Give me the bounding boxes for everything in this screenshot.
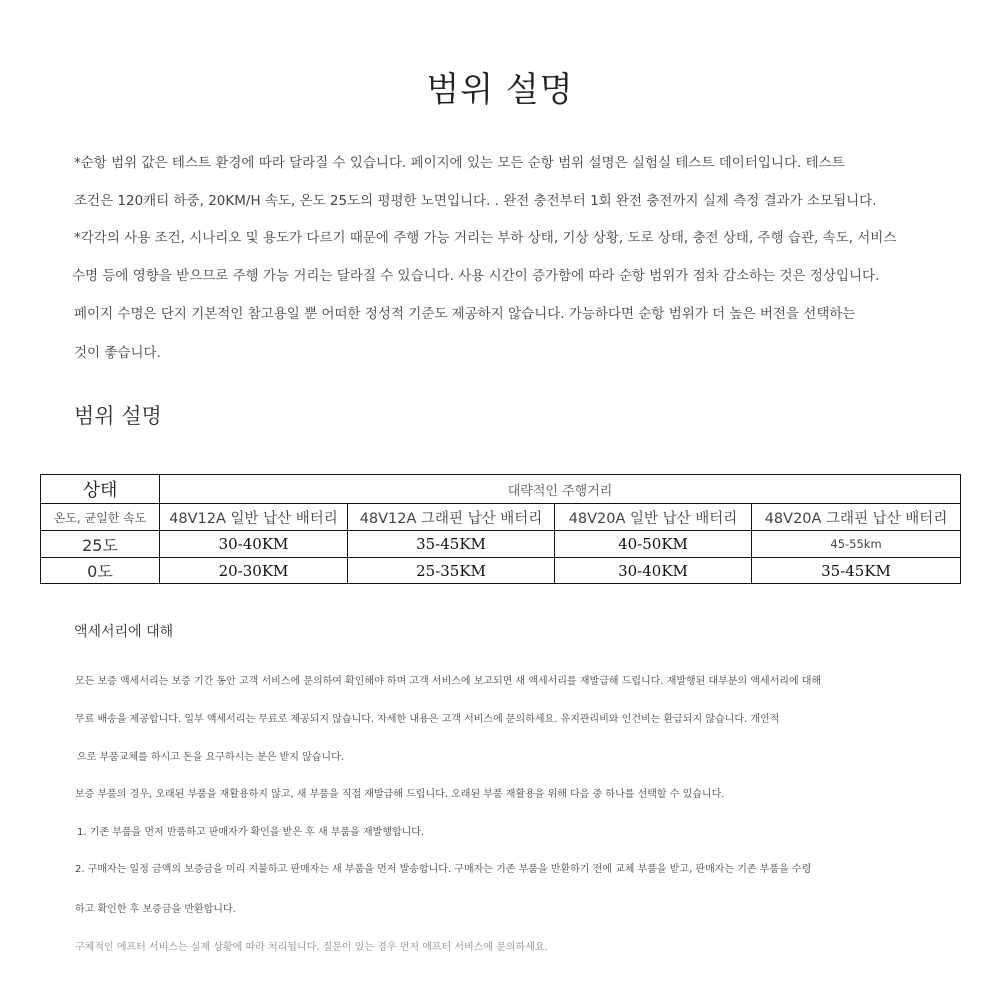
column-header: 48V12A 그래핀 납산 배터리 <box>348 504 555 531</box>
page-title: 범위 설명 <box>426 70 574 110</box>
range-table <box>40 474 961 584</box>
accessory-line: 모든 보증 액세서리는 보증 기간 동안 고객 서비스에 문의하여 확인해야 하며 고객 서비스에 보고되면 새 액세서리를 재발급해 드립니다. 재발행된 대부분의 액세서리에 대해 <box>75 676 822 687</box>
accessory-line: 구체적인 애프터 서비스는 실제 상황에 따라 처리됩니다. 질문이 있는 경우 먼저 애프터 서비스에 문의하세요. <box>75 942 548 953</box>
column-header: 48V12A 일반 납산 배터리 <box>160 504 348 531</box>
accessory-line: 2. 구매자는 일정 금액의 보증금을 미리 지불하고 판매자는 새 부품을 먼저 발송합니다. 구매자는 기존 부품을 반환하기 전에 교체 부품을 받고, 판매자는 기존 부품을 수령 <box>75 864 812 875</box>
accessory-line: 으로 부품교체를 하시고 돈을 요구하시는 분은 받지 않습니다. <box>77 752 344 763</box>
table-row <box>41 558 961 584</box>
row-state: 25도 <box>41 531 160 558</box>
range-value: 45-55km <box>752 531 961 558</box>
column-header: 48V20A 그래핀 납산 배터리 <box>752 504 961 531</box>
intro-line: *각각의 사용 조건, 시나리오 및 용도가 다르기 때문에 주행 가능 거리는 부하 상태, 기상 상황, 도로 상태, 충전 상태, 주행 습관, 속도, 서비스 <box>74 230 897 246</box>
range-value: 40-50KM <box>555 531 752 558</box>
range-value: 30-40KM <box>555 558 752 584</box>
state-header: 상태 <box>41 475 160 504</box>
state-subheader: 온도, 균일한 속도 <box>41 504 160 531</box>
section-title: 범위 설명 <box>74 404 162 428</box>
intro-line: 조건은 120캐티 하중, 20KM/H 속도, 온도 25도의 평평한 노면입니다. . 완전 충전부터 1회 완전 충전까지 실제 측정 결과가 소모됩니다. <box>74 193 877 209</box>
accessory-line: 보증 부품의 경우, 오래된 부품을 재활용하지 않고, 새 부품을 직접 재발급해 드립니다. 오래된 부품 재활용을 위해 다음 중 하나를 선택할 수 있습니다. <box>75 789 725 800</box>
intro-line: 수명 등에 영향을 받으므로 주행 가능 거리는 달라질 수 있습니다. 사용 시간이 증가함에 따라 순항 범위가 점차 감소하는 것은 정상입니다. <box>72 268 880 284</box>
intro-line: *순항 범위 값은 테스트 환경에 따라 달라질 수 있습니다. 페이지에 있는 모든 순항 범위 설명은 실험실 테스트 데이터입니다. 테스트 <box>74 155 845 171</box>
accessory-line: 1. 기존 부품을 먼저 반품하고 판매자가 확인을 받은 후 새 부품을 재발행합니다. <box>77 827 425 838</box>
row-state: 0도 <box>41 558 160 584</box>
accessory-line: 하고 확인한 후 보증금을 반환합니다. <box>75 904 236 915</box>
accessory-title: 액세서리에 대해 <box>74 624 174 640</box>
range-value: 30-40KM <box>160 531 348 558</box>
range-value: 35-45KM <box>348 531 555 558</box>
range-value: 20-30KM <box>160 558 348 584</box>
accessory-line: 무료 배송을 제공합니다. 일부 액세서리는 무료로 제공되지 않습니다. 자세한 내용은 고객 서비스에 문의하세요. 유지관리비와 인건비는 환급되지 않습니다. 개인적 <box>75 714 780 725</box>
range-value: 35-45KM <box>752 558 961 584</box>
range-value: 25-35KM <box>348 558 555 584</box>
range-header: 대략적인 주행거리 <box>160 475 961 504</box>
table-row <box>41 531 961 558</box>
column-header: 48V20A 일반 납산 배터리 <box>555 504 752 531</box>
intro-line: 페이지 수명은 단지 기본적인 참고용일 뿐 어떠한 정성적 기준도 제공하지 않습니다. 가능하다면 순항 범위가 더 높은 버전을 선택하는 <box>74 306 856 322</box>
intro-line: 것이 좋습니다. <box>74 345 161 361</box>
